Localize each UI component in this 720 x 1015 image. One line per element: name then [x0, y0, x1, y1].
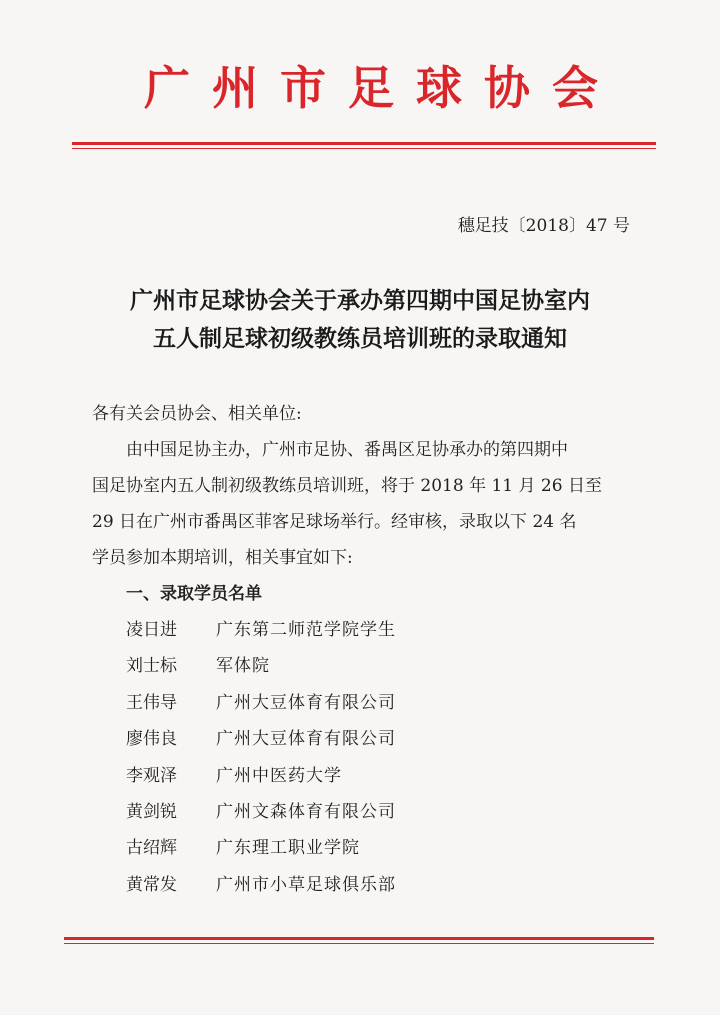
body-paragraph — [92, 432, 632, 576]
student-name: 刘士标 — [126, 656, 177, 677]
salutation: 各有关会员协会、相关单位: — [92, 404, 302, 424]
footer-rule-thick — [64, 937, 654, 940]
student-unit: 广州中医药大学 — [216, 765, 342, 786]
student-name: 黄剑锐 — [126, 801, 177, 822]
roster-row — [126, 685, 396, 721]
roster-row — [126, 648, 396, 684]
document-title-line-2: 五人制足球初级教练员培训班的录取通知 — [153, 326, 567, 352]
roster-row — [126, 721, 396, 757]
document-title-line-1: 广州市足球协会关于承办第四期中国足协室内 — [130, 288, 590, 314]
roster-row — [126, 867, 396, 903]
footer-rule-thin — [64, 943, 654, 944]
paragraph-line: 学员参加本期培训，相关事宜如下: — [92, 548, 353, 568]
student-name: 王伟导 — [126, 692, 177, 713]
roster-row — [126, 612, 396, 648]
student-name: 廖伟良 — [126, 729, 177, 750]
letterhead-title: 广州市足球协会 — [144, 61, 620, 115]
student-name: 黄常发 — [126, 874, 177, 895]
student-unit: 广东第二师范学院学生 — [216, 620, 396, 640]
student-unit: 广州大豆体育有限公司 — [216, 692, 396, 713]
roster-row — [126, 830, 396, 866]
student-unit: 广州市小草足球俱乐部 — [216, 874, 396, 895]
student-unit: 军体院 — [216, 656, 270, 677]
student-name: 古绍辉 — [126, 838, 177, 859]
student-unit: 广州文森体育有限公司 — [216, 801, 396, 822]
section-heading: 一、录取学员名单 — [126, 584, 262, 604]
letterhead-rule-thick — [72, 142, 656, 145]
letterhead-rule-thin — [72, 148, 656, 149]
student-unit: 广州大豆体育有限公司 — [216, 729, 396, 750]
student-name: 李观泽 — [126, 765, 177, 786]
document-number: 穗足技〔2018〕47 号 — [457, 216, 630, 236]
roster-list — [126, 612, 396, 903]
roster-row — [126, 758, 396, 794]
student-unit: 广东理工职业学院 — [216, 838, 360, 859]
student-name: 凌日进 — [126, 620, 177, 640]
roster-row — [126, 794, 396, 830]
paragraph-line: 国足协室内五人制初级教练员培训班，将于 2018 年 11 月 26 日至 — [92, 476, 602, 496]
paragraph-line: 由中国足协主办，广州市足协、番禺区足协承办的第四期中 — [126, 440, 568, 460]
paragraph-line: 29 日在广州市番禺区菲客足球场举行。经审核，录取以下 24 名 — [92, 512, 577, 532]
document-title — [70, 282, 650, 358]
